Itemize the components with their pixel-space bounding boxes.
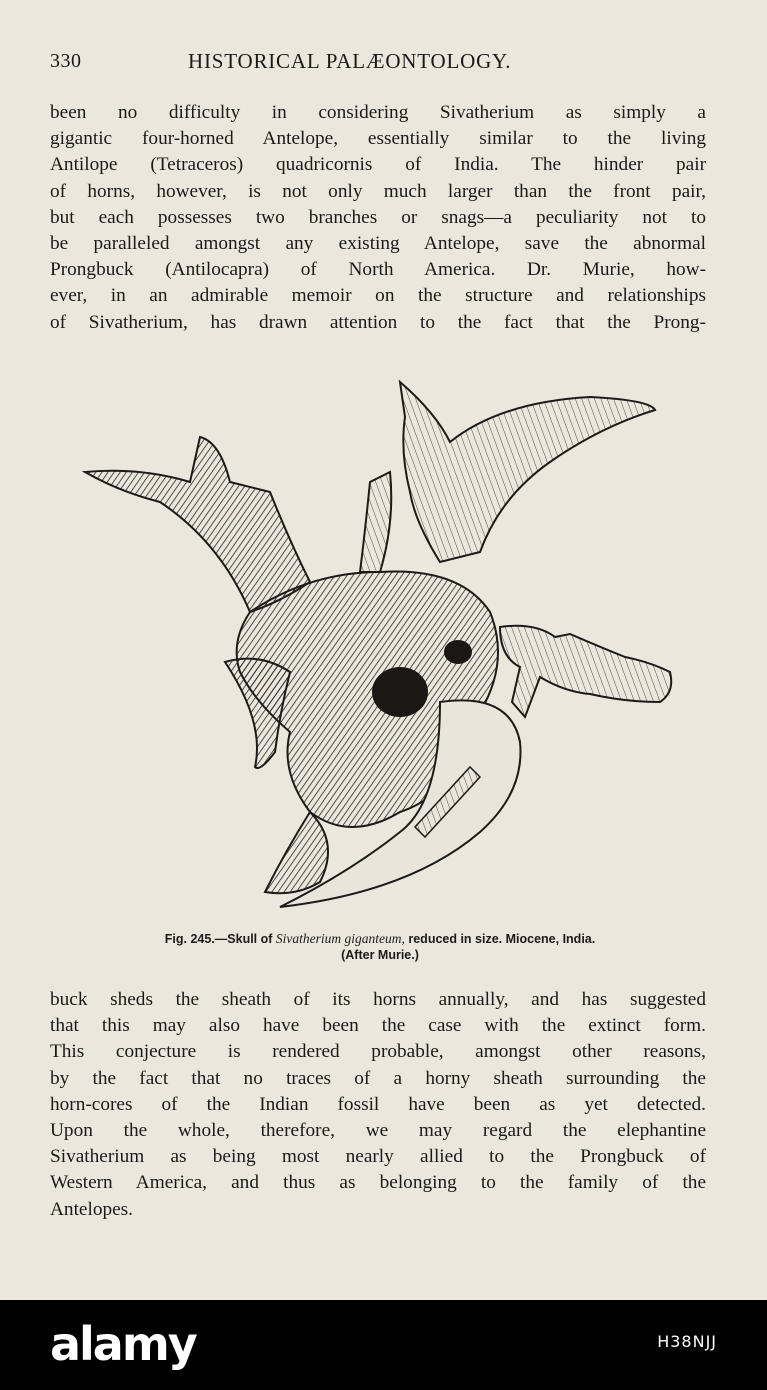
caption-line-1 bbox=[80, 931, 680, 947]
text-line: Antelopes. bbox=[50, 1198, 133, 1220]
text-line: by the fact that no traces of a horny sheath surrounding the bbox=[50, 1067, 706, 1089]
text-line: horn-cores of the Indian fossil have been as yet detected. bbox=[50, 1093, 706, 1115]
figure-caption bbox=[80, 931, 680, 963]
text-line: Western America, and thus as belonging to the family of the bbox=[50, 1172, 706, 1194]
text-line: but each possesses two branches or snags—a peculiarity not to bbox=[50, 206, 706, 228]
text-line: been no difficulty in considering Sivatherium as simply a bbox=[50, 102, 706, 123]
body-paragraph-bottom bbox=[50, 987, 706, 1223]
body-paragraph-top bbox=[50, 100, 706, 336]
nasal-opening bbox=[444, 640, 472, 664]
text-line: Upon the whole, therefore, we may regard the elephantine bbox=[50, 1120, 706, 1142]
text-line: of Sivatherium, has drawn attention to the fact that the Prong- bbox=[50, 311, 706, 333]
brand-logo: alamy bbox=[50, 1317, 196, 1371]
caption-species: Sivatherium giganteum, bbox=[275, 931, 405, 946]
image-id: H38NJJ bbox=[657, 1332, 717, 1351]
skull-illustration bbox=[80, 372, 680, 917]
running-title: HISTORICAL PALÆONTOLOGY. bbox=[188, 49, 512, 73]
lower-horn-shape bbox=[225, 659, 290, 768]
text-line: that this may also have been the case with the extinct form. bbox=[50, 1015, 706, 1037]
upper-horn-shape bbox=[360, 472, 391, 572]
text-line: Prongbuck (Antilocapra) of North America. Dr. Murie, how- bbox=[50, 259, 706, 281]
text-line: ever, in an admirable memoir on the structure and relationships bbox=[50, 285, 706, 307]
left-horn-shape bbox=[85, 437, 310, 612]
text-line: gigantic four-horned Antelope, essentially similar to the living bbox=[50, 128, 706, 150]
snout-shape bbox=[265, 812, 328, 893]
text-line: Antilope (Tetraceros) quadricornis of India. The hinder pair bbox=[50, 154, 706, 176]
vertebra-shape bbox=[500, 626, 671, 717]
caption-fig-label: Fig. 245.—Skull of bbox=[164, 932, 276, 946]
caption-details: reduced in size. Miocene, India. bbox=[404, 932, 596, 946]
eye-socket bbox=[372, 667, 428, 717]
right-horn-shape bbox=[400, 382, 655, 562]
text-line: buck sheds the sheath of its horns annually, and has suggested bbox=[50, 989, 706, 1010]
text-line: This conjecture is rendered probable, amongst other reasons, bbox=[50, 1041, 706, 1063]
caption-line-2: (After Murie.) bbox=[341, 948, 419, 962]
text-line: Sivatherium as being most nearly allied to the Prongbuck of bbox=[50, 1146, 706, 1168]
text-line: of horns, however, is not only much larger than the front pair, bbox=[50, 180, 706, 202]
text-line: be paralleled amongst any existing Antelope, save the abnormal bbox=[50, 233, 706, 255]
page-number: 330 bbox=[50, 50, 82, 72]
